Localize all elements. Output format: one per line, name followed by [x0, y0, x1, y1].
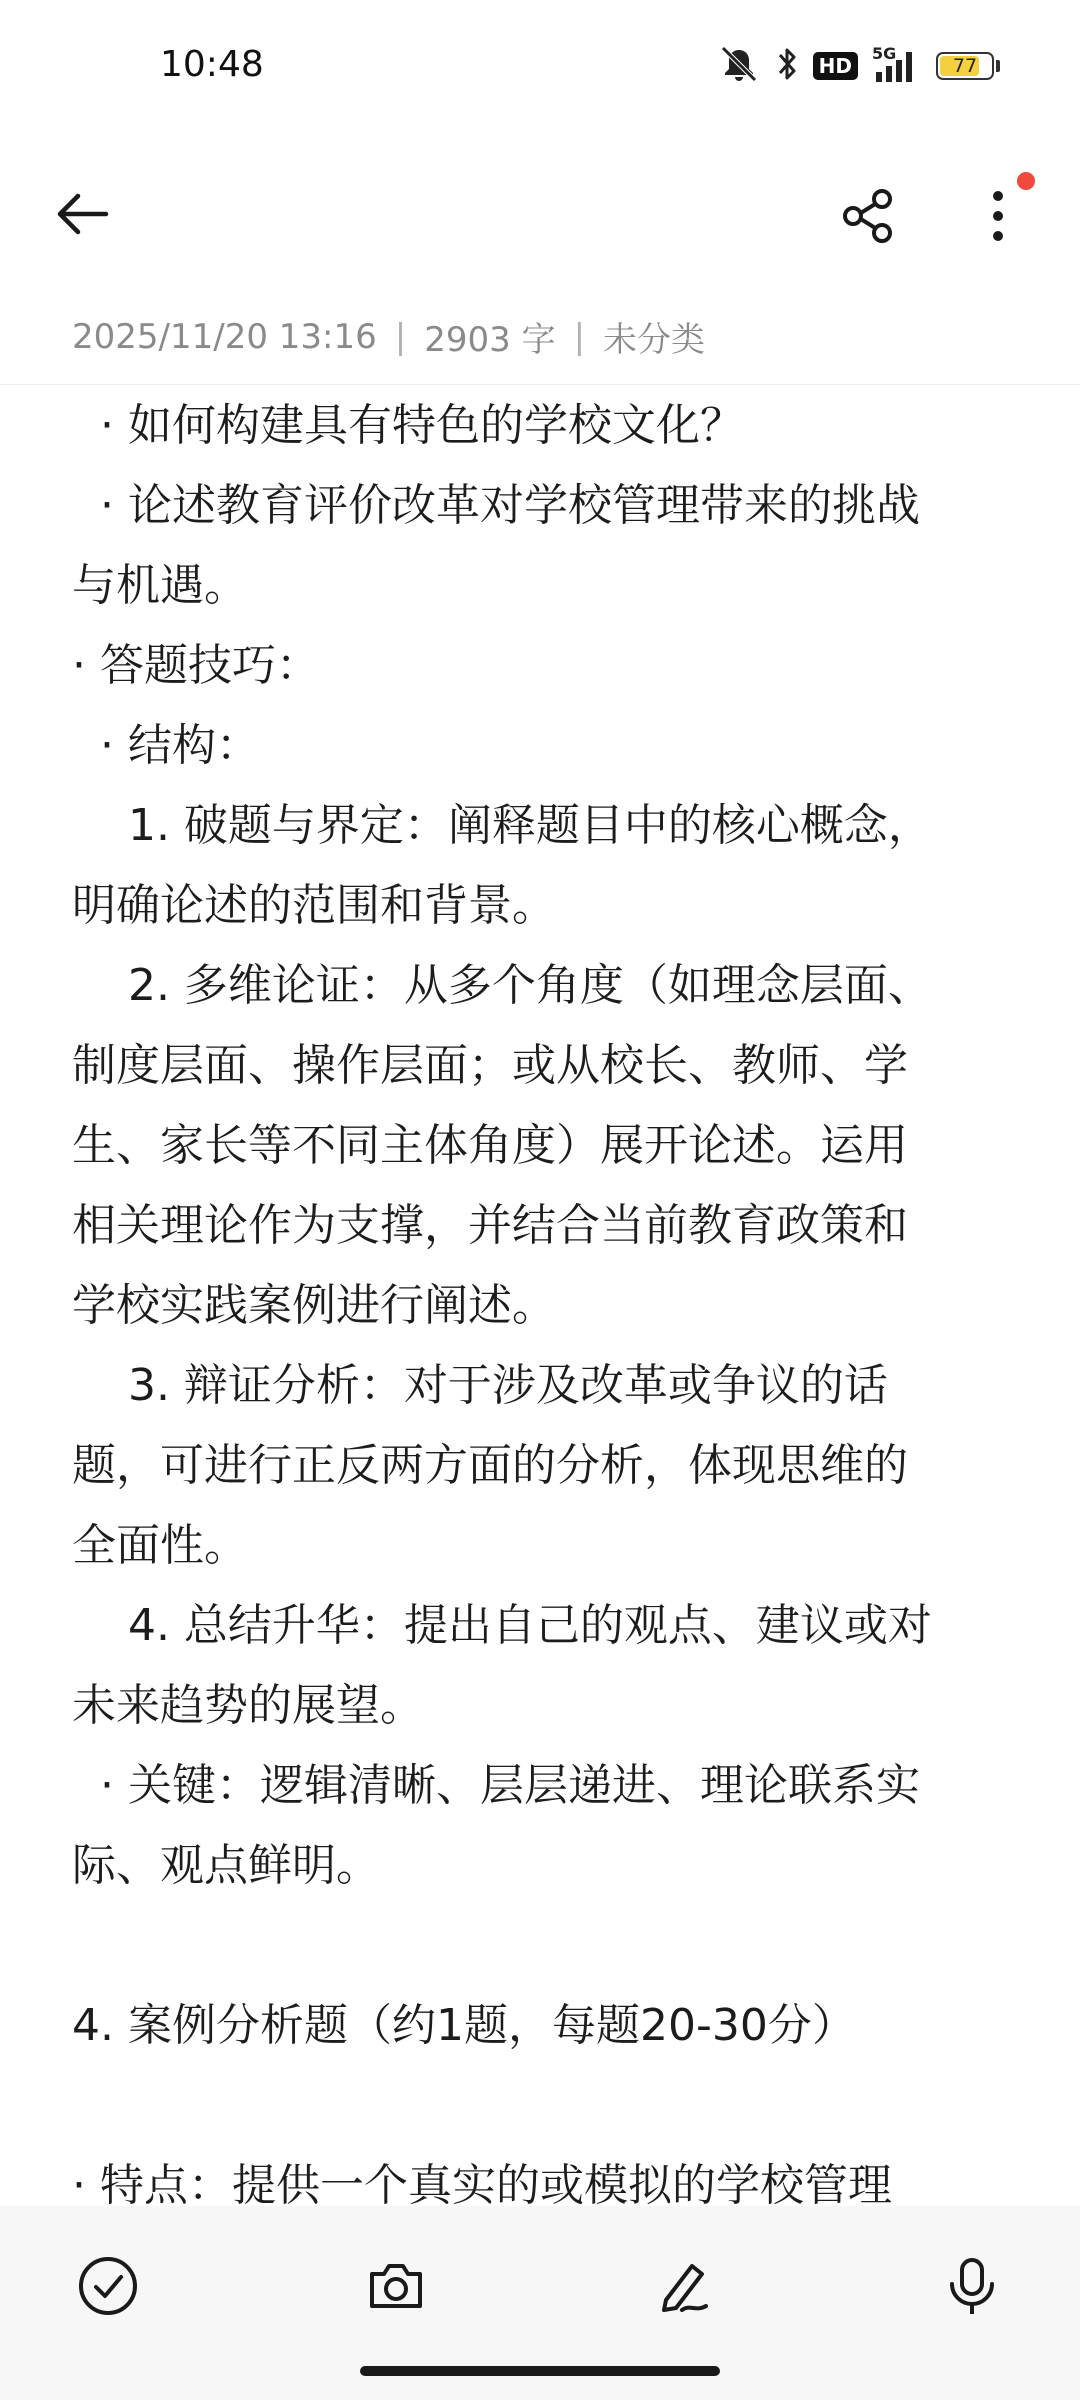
voice-input-button[interactable] [934, 2248, 1010, 2324]
status-bar [0, 0, 1080, 140]
note-line: 制度层面、操作层面；或从校长、教师、学 [72, 1040, 908, 1091]
notification-dot [1017, 172, 1035, 190]
back-arrow-icon [52, 190, 112, 238]
note-line: · 答题技巧： [72, 640, 320, 691]
note-line: · 关键：逻辑清晰、层层递进、理论联系实 [72, 1760, 920, 1811]
note-line [72, 1906, 1008, 1986]
microphone-icon [940, 2254, 1004, 2318]
handwriting-button[interactable] [646, 2248, 722, 2324]
note-line: 2. 多维论证：从多个角度（如理念层面、 [72, 960, 932, 1011]
battery-tip [996, 60, 1000, 72]
note-line: 相关理论作为支撑，并结合当前教育政策和 [72, 1200, 908, 1251]
note-line: 与机遇。 [72, 560, 248, 611]
signal-5g-icon [872, 46, 922, 86]
battery-icon [936, 52, 994, 80]
checklist-button[interactable] [70, 2248, 146, 2324]
note-line: · 特点：提供一个真实的或模拟的学校管理 [72, 2160, 892, 2206]
word-count: 2903 字 [424, 320, 556, 360]
hd-icon: HD [813, 52, 858, 80]
home-indicator[interactable] [360, 2366, 720, 2376]
share-icon [838, 186, 898, 246]
note-line: 3. 辩证分析：对于涉及改革或争议的话 [72, 1360, 888, 1411]
network-label: 5G [872, 44, 897, 63]
note-line: 题，可进行正反两方面的分析，体现思维的 [72, 1440, 908, 1491]
pen-icon [652, 2254, 716, 2318]
top-nav [0, 150, 1080, 270]
note-line: 1. 破题与界定：阐释题目中的核心概念， [72, 800, 932, 851]
note-line: 全面性。 [72, 1520, 248, 1571]
note-content[interactable] [72, 386, 1008, 2206]
note-line: 明确论述的范围和背景。 [72, 880, 556, 931]
battery-level: 77 [952, 55, 978, 77]
bluetooth-icon [775, 44, 799, 88]
note-meta [72, 312, 705, 361]
mute-bell-icon [717, 44, 761, 88]
note-line: 未来趋势的展望。 [72, 1680, 424, 1731]
note-line: 学校实践案例进行阐述。 [72, 1280, 556, 1331]
note-line: 际、观点鲜明。 [72, 1840, 380, 1891]
more-options-button[interactable] [962, 180, 1034, 252]
share-button[interactable] [832, 180, 904, 252]
note-line: 4. 案例分析题（约1题，每题20-30分） [72, 2000, 856, 2051]
meta-separator: | [394, 316, 407, 357]
back-button[interactable] [46, 178, 118, 250]
note-line: 4. 总结升华：提出自己的观点、建议或对 [72, 1600, 932, 1651]
note-date: 2025/11/20 13:16 [72, 316, 377, 357]
more-vertical-icon [988, 188, 1008, 244]
camera-button[interactable] [358, 2248, 434, 2324]
checklist-icon [76, 2254, 140, 2318]
status-icons [717, 44, 1000, 88]
note-line [72, 2066, 1008, 2146]
note-line: 生、家长等不同主体角度）展开论述。运用 [72, 1120, 908, 1171]
status-time: 10:48 [160, 44, 264, 85]
camera-icon [364, 2254, 428, 2318]
meta-separator: | [573, 316, 586, 357]
note-category[interactable]: 未分类 [603, 320, 706, 360]
note-line: · 结构： [72, 720, 260, 771]
header-divider [0, 384, 1080, 385]
note-line: · 如何构建具有特色的学校文化？ [72, 400, 744, 451]
note-line: · 论述教育评价改革对学校管理带来的挑战 [72, 480, 920, 531]
